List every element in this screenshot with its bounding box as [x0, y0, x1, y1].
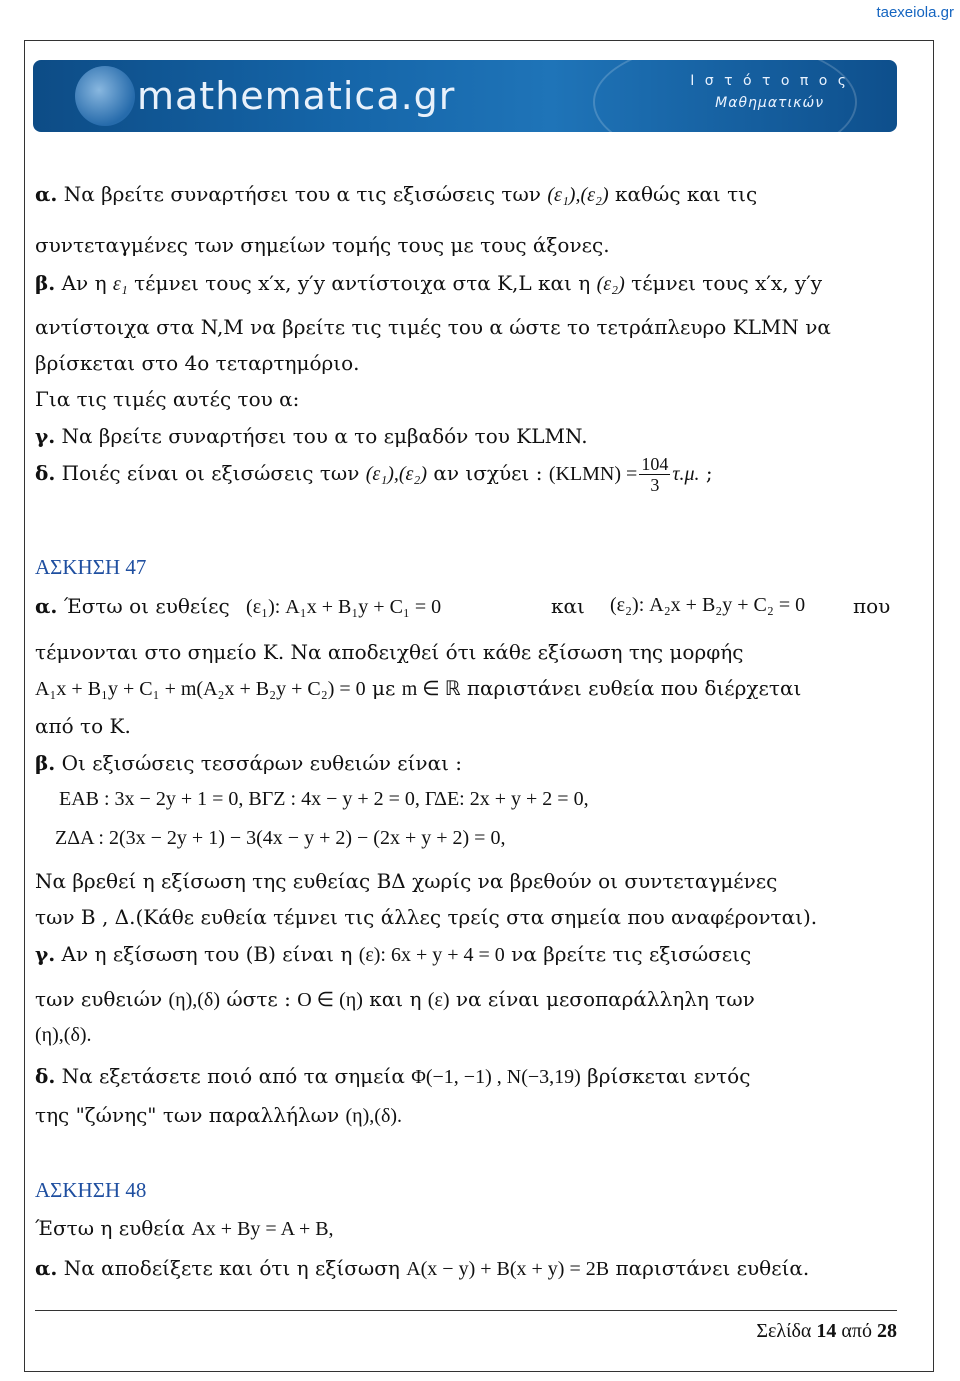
line-e2: τέμνονται στο σημείο K. Να αποδειχθεί ότι κάθε εξίσωση της μορφής [35, 640, 744, 664]
math: A(x − y) + B(x + y) = 2B [406, 1258, 610, 1280]
text: Ποιές είναι οι εξισώσεις των [55, 461, 366, 485]
label-alpha: α. [35, 594, 58, 618]
line-f2: ΕΑΒ : 3x − 2y + 1 = 0, ΒΓΖ : 4x − y + 2 = 0, ΓΔΕ: 2x + y + 2 = 0, [59, 788, 589, 810]
line-b2: αντίστοιχα στα N,M να βρείτε τις τιμές του α ώστε το τετράπλευρο KLMN να [35, 315, 831, 339]
header-banner [33, 60, 897, 132]
exercise-47-heading: ΑΣΚΗΣΗ 47 [35, 555, 147, 579]
line-h1 [35, 1064, 750, 1089]
line-a1 [35, 182, 757, 207]
footer-divider [35, 1310, 897, 1311]
text: Αν η [55, 271, 113, 295]
line-f1 [35, 751, 462, 775]
line-b3: βρίσκεται στο 4ο τεταρτημόριο. [35, 351, 360, 375]
page-total: 28 [877, 1320, 897, 1342]
text: Έστω η ευθεία [35, 1216, 192, 1240]
math: (ε) [427, 989, 450, 1011]
site-label [690, 70, 849, 114]
site-logo[interactable]: mathematica.gr [137, 74, 456, 118]
math: (ε): 6x + y + 4 = 0 [358, 944, 505, 966]
text: των ευθειών [35, 987, 169, 1011]
label-alpha: α. [35, 182, 58, 206]
text: με [365, 676, 402, 700]
label-gamma: γ. [35, 424, 56, 448]
line-g3: (η),(δ). [35, 1024, 92, 1046]
math: (ε₁),(ε₂) [365, 463, 428, 485]
math: (ε₂): A₂x + B₂y + C₂ = 0 [610, 594, 806, 616]
label-delta: δ. [35, 461, 56, 485]
footer-prefix: Σελίδα [756, 1320, 817, 1342]
math: (ε₁): A₁x + B₁y + C₁ = 0 [246, 596, 442, 618]
text: να βρείτε τις εξισώσεις [504, 942, 752, 966]
text: καθώς και τις [608, 182, 758, 206]
line-b4: Για τις τιμές αυτές του α: [35, 387, 300, 411]
text: ώστε : [220, 987, 298, 1011]
math: Φ(−1, −1) , N(−3,19) [411, 1066, 581, 1088]
math: τ.μ. [672, 463, 700, 485]
footer-mid: από [836, 1320, 877, 1342]
math: ε₁ [112, 273, 128, 295]
text: παριστάνει ευθεία. [609, 1256, 810, 1280]
line-i1 [35, 1216, 334, 1241]
text: αν ισχύει : [427, 461, 549, 485]
text: τέμνει τους x′x, y′y [624, 271, 823, 295]
text: που [853, 594, 891, 618]
line-h2 [35, 1103, 402, 1128]
line-b1 [35, 271, 822, 296]
math: m ∈ ℝ [401, 678, 461, 700]
exercise-48-heading: ΑΣΚΗΣΗ 48 [35, 1178, 147, 1202]
line-a2: συντεταγμένες των σημείων τομής τους με τους άξονες. [35, 233, 610, 257]
page-footer [756, 1320, 897, 1343]
fraction-numerator: 104 [641, 454, 669, 474]
line-f4: Να βρεθεί η εξίσωση της ευθείας ΒΔ χωρίς να βρεθούν οι συντεταγμένες [35, 869, 778, 893]
label-beta: β. [35, 751, 56, 775]
text: Να εξετάσετε ποιό από τα σημεία [55, 1064, 412, 1088]
line-c1 [35, 424, 588, 448]
text: της "ζώνης" των παραλλήλων [35, 1103, 346, 1127]
page-number: 14 [816, 1320, 837, 1342]
label-alpha: α. [35, 1256, 58, 1280]
fraction [639, 454, 670, 495]
watermark[interactable]: taexeiola.gr [876, 4, 954, 21]
fraction-denominator: 3 [650, 475, 660, 495]
site-label-line2: Μαθηματικών [715, 95, 825, 111]
line-e1 [35, 594, 897, 619]
math: (η),(δ). [345, 1105, 403, 1127]
text: Αν η εξίσωση του (Β) είναι η [55, 942, 359, 966]
text: Να αποδείξετε και ότι η εξίσωση [57, 1256, 407, 1280]
line-g1 [35, 942, 751, 967]
text: παριστάνει ευθεία που διέρχεται [460, 676, 802, 700]
text: Να βρείτε συναρτήσει του α τις εξισώσεις των [57, 182, 548, 206]
line-i2 [35, 1256, 809, 1281]
text: και η [362, 987, 428, 1011]
text: τέμνει τους x′x, y′y αντίστοιχα στα K,L και η [127, 271, 597, 295]
math: (η),(δ) [168, 989, 221, 1011]
math: A₁x + B₁y + C₁ + m(A₂x + B₂y + C₂) = 0 [35, 678, 366, 700]
text: βρίσκεται εντός [580, 1064, 751, 1088]
math: (ε₂) [596, 273, 625, 295]
line-e3 [35, 676, 801, 701]
line-f3: ΖΔΑ : 2(3x − 2y + 1) − 3(4x − y + 2) − (2x + y + 2) = 0, [55, 827, 506, 849]
text: Να βρείτε συναρτήσει του α το εμβαδόν του KLMN. [55, 424, 588, 448]
line-d1 [35, 454, 713, 495]
text: Οι εξισώσεις τεσσάρων ευθειών είναι : [55, 751, 463, 775]
line-g2 [35, 987, 755, 1012]
site-label-line1: Ι σ τ ό τ ο π ο ς [690, 73, 849, 89]
text: και [551, 594, 585, 618]
globe-logo-icon [75, 66, 135, 126]
label-gamma: γ. [35, 942, 56, 966]
text: να είναι μεσοπαράλληλη των [449, 987, 755, 1011]
text: ; [699, 461, 713, 485]
math: (ε₁),(ε₂) [547, 184, 609, 206]
line-e4: από το K. [35, 714, 131, 738]
label-delta: δ. [35, 1064, 56, 1088]
line-f5: των Β , Δ.(Κάθε ευθεία τέμνει τις άλλες τρείς στα σημεία που αναφέρονται). [35, 905, 818, 929]
label-beta: β. [35, 271, 56, 295]
text: Έστω οι ευθείες [57, 594, 237, 618]
math: Ax + By = A + B, [191, 1218, 334, 1240]
math: O ∈ (η) [297, 989, 363, 1011]
math: (KLMN) = [548, 463, 638, 485]
